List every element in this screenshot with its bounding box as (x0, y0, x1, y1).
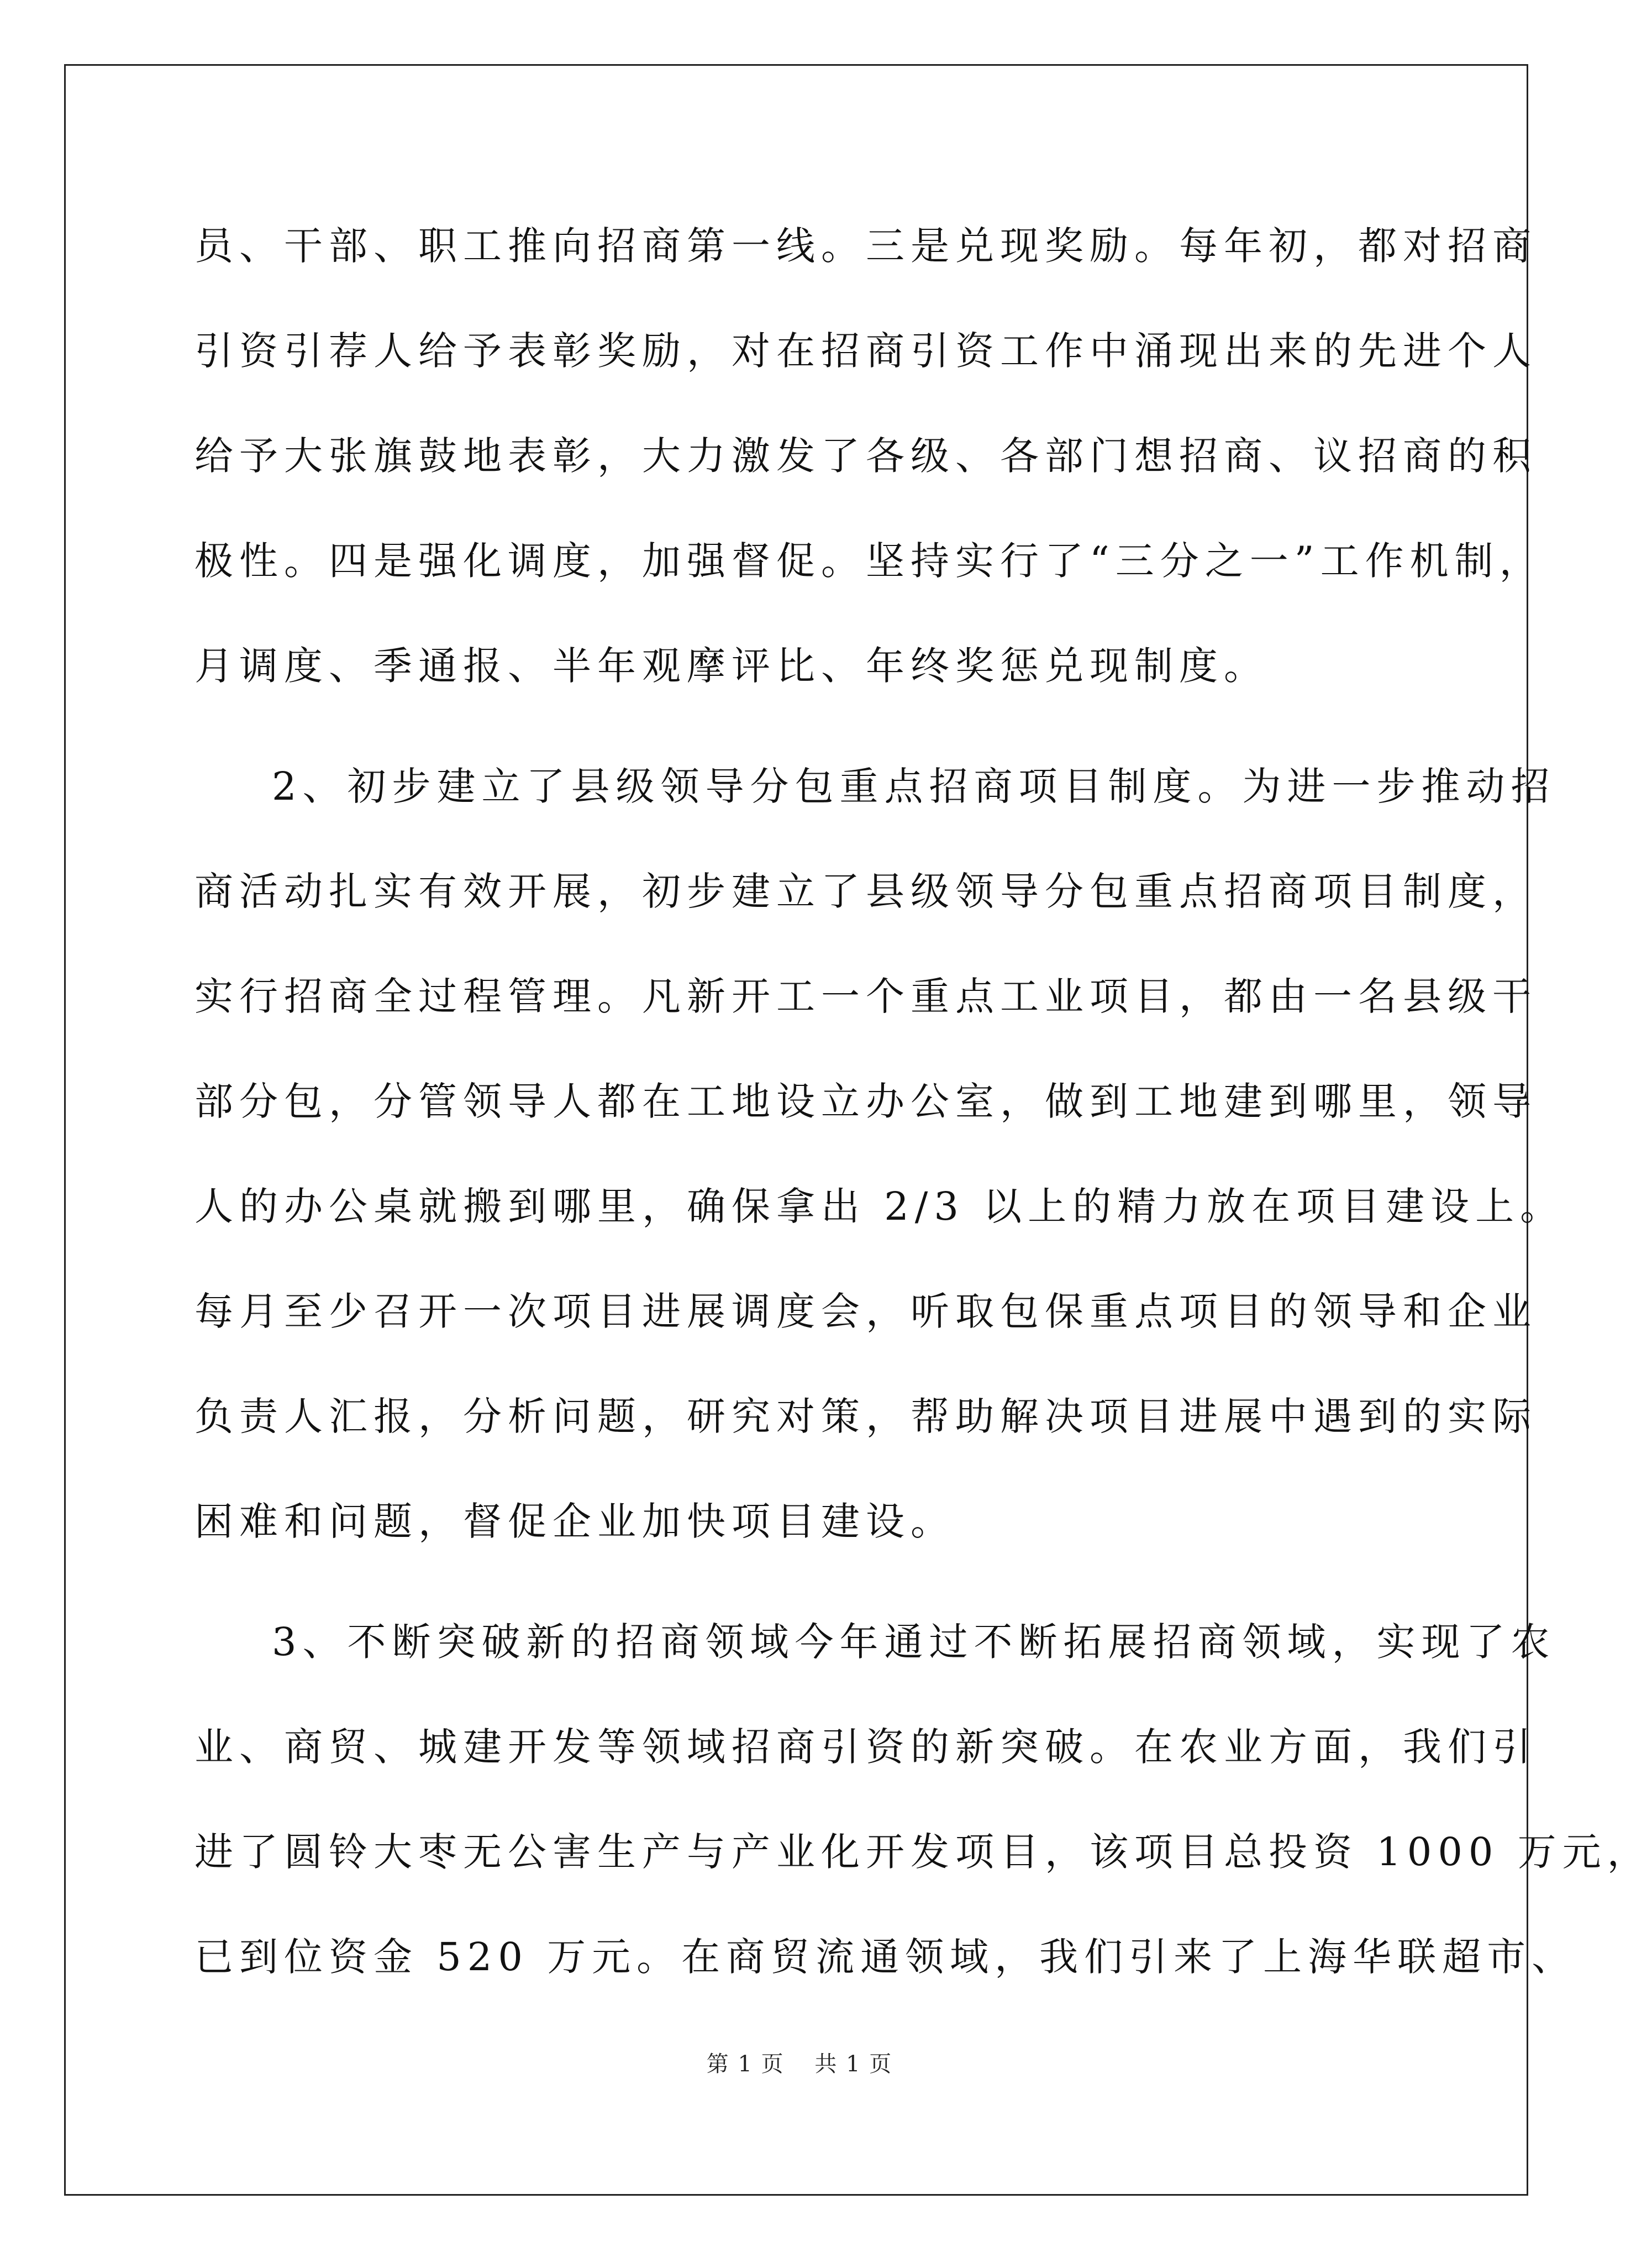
text-line: 每月至少召开一次项目进展调度会，听取包保重点项目的领导和企业 (194, 1289, 1537, 1334)
page-total: 共 1 页 (814, 2051, 893, 2077)
page-number: 第 1 页 (706, 2051, 785, 2077)
paragraph-spacer (194, 729, 1416, 745)
paragraph (194, 204, 1544, 729)
text-line: 3、不断突破新的招商领域今年通过不断拓展招商领域，实现了农 (272, 1619, 1556, 1665)
paragraph (194, 1600, 1652, 2020)
text-line: 2、初步建立了县级领导分包重点招商项目制度。为进一步推动招 (272, 764, 1556, 809)
text-line: 引资引荐人给予表彰奖励，对在招商引资工作中涌现出来的先进个人 (194, 328, 1537, 374)
text-line: 进了圆铃大枣无公害生产与产业化开发项目，该项目总投资 1000 万元， (194, 1829, 1652, 1875)
page-footer (0, 2050, 1599, 2078)
text-line: 已到位资金 520 万元。在商贸流通领域，我们引来了上海华联超市、 (194, 1934, 1577, 1980)
text-line: 困难和问题，督促企业加快项目建设。 (194, 1499, 955, 1544)
text-line: 负责人汇报，分析问题，研究对策，帮助解决项目进展中遇到的实际 (194, 1394, 1537, 1439)
text-line: 人的办公桌就搬到哪里，确保拿出 2/3 以上的精力放在项目建设上。 (194, 1184, 1565, 1229)
text-line: 实行招商全过程管理。凡新开工一个重点工业项目，都由一名县级干 (194, 974, 1537, 1019)
paragraph-spacer (194, 1585, 1416, 1600)
text-line: 极性。四是强化调度，加强督促。坚持实行了“三分之一”工作机制， (194, 538, 1544, 584)
text-line: 商活动扎实有效开展，初步建立了县级领导分包重点招商项目制度， (194, 869, 1537, 914)
paragraph (194, 745, 1565, 1585)
text-line: 员、干部、职工推向招商第一线。三是兑现奖励。每年初，都对招商 (194, 223, 1537, 269)
document-body (194, 204, 1652, 2020)
text-line: 部分包，分管领导人都在工地设立办公室，做到工地建到哪里，领导 (194, 1079, 1537, 1124)
text-line: 给予大张旗鼓地表彰，大力激发了各级、各部门想招商、议招商的积 (194, 433, 1537, 479)
text-line: 月调度、季通报、半年观摩评比、年终奖惩兑现制度。 (194, 643, 1269, 689)
text-line: 业、商贸、城建开发等领域招商引资的新突破。在农业方面，我们引 (194, 1724, 1537, 1770)
